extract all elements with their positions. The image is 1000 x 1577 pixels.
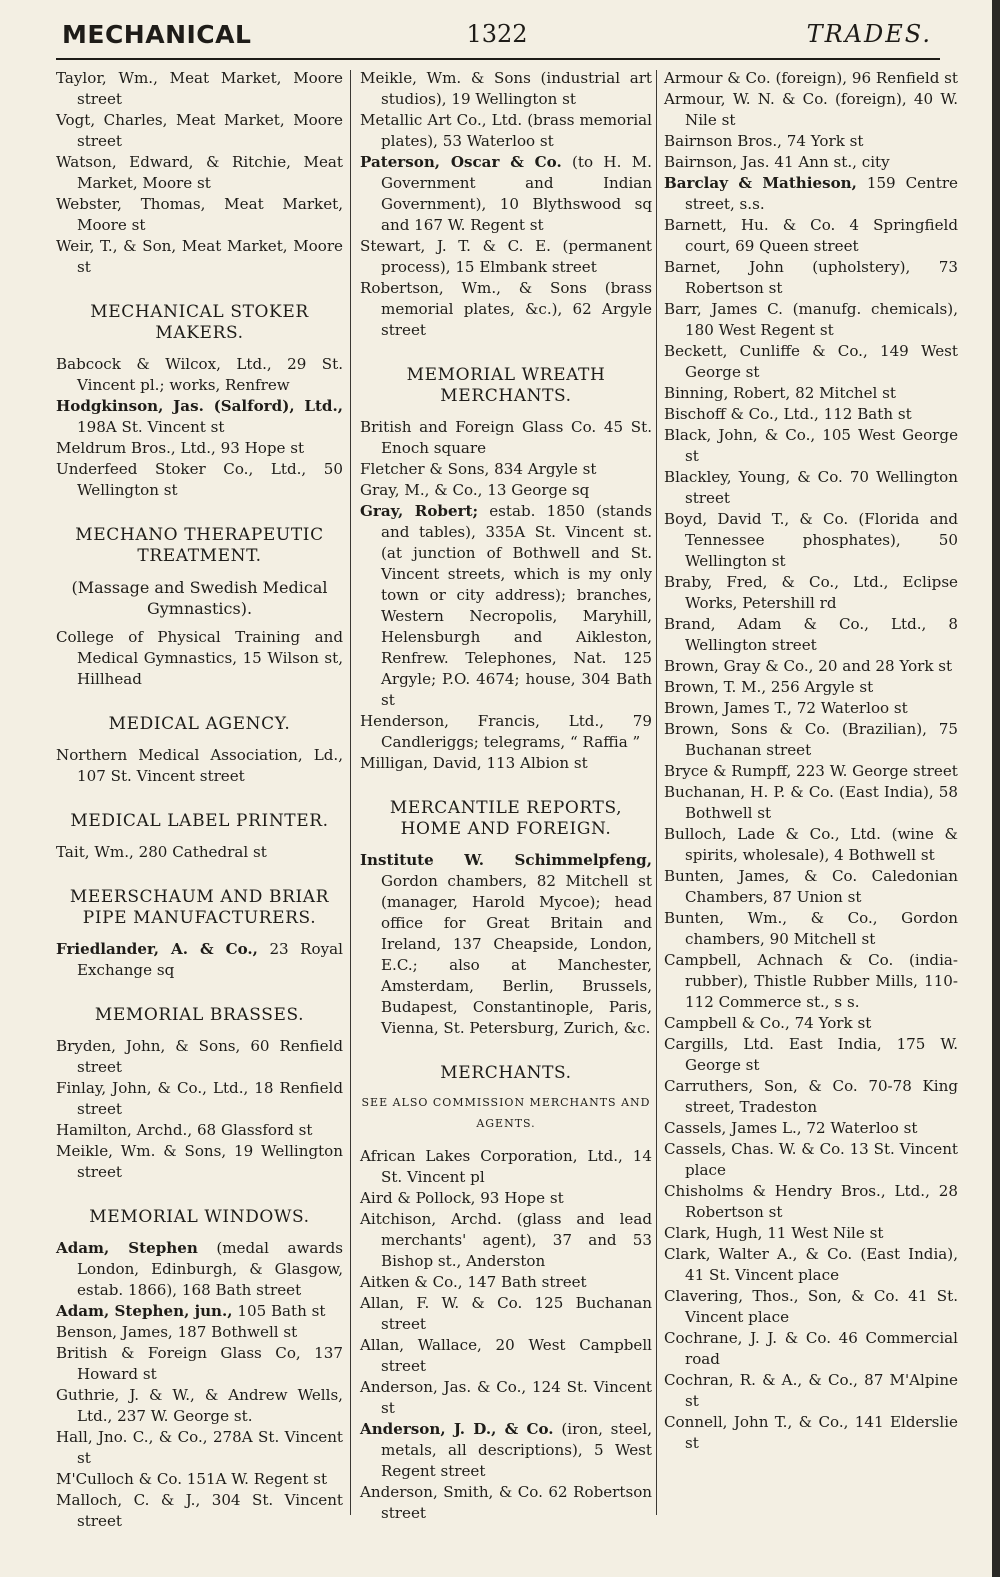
- entry-text: Meldrum Bros., Ltd., 93 Hope st: [56, 439, 305, 457]
- section-heading: MEMORIAL WREATH MERCHANTS.: [406, 365, 606, 406]
- directory-entry: [664, 1139, 958, 1181]
- entry-text: Cochrane, J. J. & Co. 46 Commercial road: [664, 1329, 958, 1368]
- directory-entry: [56, 939, 343, 981]
- directory-entry: [56, 1427, 343, 1469]
- entry-text: (iron, steel, metals, all descriptions), 5 West Regent street: [381, 1420, 652, 1480]
- entry-text: Gordon chambers, 82 Mitchell st (manager, Harold Mycoe); head office for Great Britain and Ireland, 137 Cheapside, London, E.C.; also at Manchester, Amsterdam, Berlin, Brussels, Budapest, Constantinople, Paris, Vienna, St. Petersburg, Zurich, &c.: [381, 872, 652, 1037]
- directory-entry: [56, 194, 343, 236]
- directory-entry: [56, 68, 343, 110]
- entry-text: Gray, M., & Co., 13 George sq: [360, 481, 590, 499]
- directory-entry: [664, 299, 958, 341]
- directory-entry: [360, 850, 652, 1039]
- entry-text: Aird & Pollock, 93 Hope st: [360, 1189, 564, 1207]
- directory-entry: [360, 459, 652, 480]
- directory-entry: [664, 719, 958, 761]
- directory-entry: [360, 1272, 652, 1293]
- directory-entry: [360, 1146, 652, 1188]
- directory-entry: [664, 341, 958, 383]
- directory-entry: [664, 824, 958, 866]
- entry-text: Robertson, Wm., & Sons (brass memorial plates, &c.), 62 Argyle street: [360, 279, 652, 339]
- directory-entry: [56, 1322, 343, 1343]
- directory-entry: [664, 1370, 958, 1412]
- entry-text: Benson, James, 187 Bothwell st: [56, 1323, 298, 1341]
- directory-entry: [56, 1385, 343, 1427]
- entry-text: Babcock & Wilcox, Ltd., 29 St. Vincent pl.; works, Renfrew: [56, 355, 343, 394]
- entry-text: Cochran, R. & A., & Co., 87 M'Alpine st: [664, 1371, 958, 1410]
- directory-entry: [664, 215, 958, 257]
- entry-text: M'Culloch & Co. 151A W. Regent st: [56, 1470, 328, 1488]
- directory-entry: [360, 1482, 652, 1524]
- section-heading: MEDICAL AGENCY.: [108, 714, 291, 734]
- directory-entry: [664, 656, 958, 677]
- entry-text: Brown, T. M., 256 Argyle st: [664, 678, 874, 696]
- entry-text: Hamilton, Archd., 68 Glassford st: [56, 1121, 313, 1139]
- column-3: [664, 68, 958, 1454]
- entry-text: Bischoff & Co., Ltd., 112 Bath st: [664, 405, 912, 423]
- column-divider: [350, 70, 351, 1515]
- entry-text: Brown, Gray & Co., 20 and 28 York st: [664, 657, 953, 675]
- directory-entry: [664, 572, 958, 614]
- entry-text: British and Foreign Glass Co. 45 St. Enoch square: [360, 418, 652, 457]
- directory-entry: [56, 354, 343, 396]
- running-head-right: TRADES.: [806, 20, 932, 48]
- entry-text: Campbell & Co., 74 York st: [664, 1014, 872, 1032]
- page-edge: [992, 0, 1000, 1577]
- directory-entry: [664, 68, 958, 89]
- directory-entry: [360, 501, 652, 711]
- directory-entry: [664, 131, 958, 152]
- column-1: [56, 68, 343, 1532]
- directory-entry: [56, 459, 343, 501]
- entry-name-bold: Friedlander, A. & Co.,: [56, 940, 258, 958]
- entry-text: Cargills, Ltd. East India, 175 W. George st: [664, 1035, 958, 1074]
- directory-entry: [360, 1335, 652, 1377]
- directory-entry: [360, 1419, 652, 1482]
- directory-entry: [56, 438, 343, 459]
- entry-text: Webster, Thomas, Meat Market, Moore st: [56, 195, 343, 234]
- entry-name-bold: Barclay & Mathieson,: [664, 174, 857, 192]
- entry-text: Connell, John T., & Co., 141 Elderslie st: [664, 1413, 958, 1452]
- directory-entry: [360, 1209, 652, 1272]
- directory-entry: [360, 68, 652, 110]
- directory-entry: [664, 509, 958, 572]
- entry-text: Buchanan, H. P. & Co. (East India), 58 Bothwell st: [664, 783, 958, 822]
- entry-text: Taylor, Wm., Meat Market, Moore street: [56, 69, 343, 108]
- directory-entry: [56, 1238, 343, 1301]
- entry-text: Allan, F. W. & Co. 125 Buchanan street: [360, 1294, 652, 1333]
- entry-text: Meikle, Wm. & Sons, 19 Wellington street: [56, 1142, 343, 1181]
- entry-text: Henderson, Francis, Ltd., 79 Candleriggs; telegrams, “ Raffia ”: [360, 712, 652, 751]
- directory-entry: [56, 152, 343, 194]
- entry-name-bold: Gray, Robert;: [360, 502, 479, 520]
- entry-text: Tait, Wm., 280 Cathedral st: [56, 843, 267, 861]
- directory-entry: [664, 173, 958, 215]
- directory-entry: [664, 1118, 958, 1139]
- entry-text: College of Physical Training and Medical Gymnastics, 15 Wilson st, Hillhead: [56, 628, 343, 688]
- directory-entry: [360, 110, 652, 152]
- entry-text: Barnet, John (upholstery), 73 Robertson st: [664, 258, 958, 297]
- entry-name-bold: Institute W. Schimmelpfeng,: [360, 851, 652, 869]
- entry-name-bold: Anderson, J. D., & Co.: [360, 1420, 554, 1438]
- section-heading: MERCHANTS.: [440, 1063, 572, 1083]
- entry-text: Milligan, David, 113 Albion st: [360, 754, 588, 772]
- directory-entry: [664, 866, 958, 908]
- directory-entry: [360, 417, 652, 459]
- entry-text: Anderson, Jas. & Co., 124 St. Vincent st: [360, 1378, 652, 1417]
- entry-text: Underfeed Stoker Co., Ltd., 50 Wellington st: [56, 460, 343, 499]
- entry-text: Bulloch, Lade & Co., Ltd. (wine & spirits, wholesale), 4 Bothwell st: [664, 825, 958, 864]
- running-head-left: MECHANICAL: [62, 20, 252, 49]
- entry-text: Bunten, Wm., & Co., Gordon chambers, 90 Mitchell st: [664, 909, 958, 948]
- directory-entry: [360, 236, 652, 278]
- directory-entry: [56, 1343, 343, 1385]
- directory-entry: [56, 1490, 343, 1532]
- directory-entry: [664, 677, 958, 698]
- entry-text: Stewart, J. T. & C. E. (permanent process), 15 Elmbank street: [360, 237, 652, 276]
- entry-text: Bairnson Bros., 74 York st: [664, 132, 864, 150]
- directory-entry: [664, 782, 958, 824]
- entry-text: Brown, Sons & Co. (Brazilian), 75 Buchanan street: [664, 720, 958, 759]
- entry-text: 23 Royal Exchange sq: [77, 940, 343, 979]
- entry-text: Cassels, James L., 72 Waterloo st: [664, 1119, 918, 1137]
- entry-text: Malloch, C. & J., 304 St. Vincent street: [56, 1491, 343, 1530]
- entry-text: Cassels, Chas. W. & Co. 13 St. Vincent place: [664, 1140, 958, 1179]
- directory-entry: [360, 753, 652, 774]
- directory-entry: [664, 1412, 958, 1454]
- entry-text: (medal awards London, Edinburgh, & Glasgow, estab. 1866), 168 Bath street: [77, 1239, 343, 1299]
- entry-text: Beckett, Cunliffe & Co., 149 West George st: [664, 342, 958, 381]
- directory-entry: [56, 1141, 343, 1183]
- entry-text: 105 Bath st: [237, 1302, 326, 1320]
- directory-entry: [664, 908, 958, 950]
- directory-entry: [664, 89, 958, 131]
- directory-entry: [360, 152, 652, 236]
- entry-text: Anderson, Smith, & Co. 62 Robertson street: [360, 1483, 652, 1522]
- entry-text: Black, John, & Co., 105 West George st: [664, 426, 958, 465]
- directory-entry: [56, 1036, 343, 1078]
- entry-text: Northern Medical Association, Ld., 107 St. Vincent street: [56, 746, 343, 785]
- entry-text: Armour, W. N. & Co. (foreign), 40 W. Nile st: [664, 90, 958, 129]
- directory-entry: [56, 236, 343, 278]
- page-header: [62, 18, 932, 54]
- entry-text: estab. 1850 (stands and tables), 335A St. Vincent st. (at junction of Bothwell and St. Vincent streets, which is my only town or city address); branches, Western Necropolis, Maryhill, Helensburgh and Aikleston, Renfrew. Telephones, Nat. 125 Argyle; P.O. 4674; house, 304 Bath st: [381, 502, 652, 709]
- entry-name-bold: Adam, Stephen: [56, 1239, 198, 1257]
- entry-text: Blackley, Young, & Co. 70 Wellington street: [664, 468, 958, 507]
- directory-entry: [360, 1377, 652, 1419]
- directory-entry: [664, 698, 958, 719]
- section-heading: MEDICAL LABEL PRINTER.: [70, 811, 329, 831]
- column-divider: [656, 70, 657, 1515]
- directory-entry: [664, 152, 958, 173]
- entry-text: Metallic Art Co., Ltd. (brass memorial plates), 53 Waterloo st: [360, 111, 652, 150]
- directory-entry: [664, 1244, 958, 1286]
- entry-text: Clark, Walter A., & Co. (East India), 41 St. Vincent place: [664, 1245, 958, 1284]
- entry-text: Hall, Jno. C., & Co., 278A St. Vincent st: [56, 1428, 343, 1467]
- section-heading: MEMORIAL BRASSES.: [94, 1005, 305, 1025]
- directory-entry: [56, 1120, 343, 1141]
- directory-entry: [360, 480, 652, 501]
- entry-name-bold: Hodgkinson, Jas. (Salford), Ltd.,: [56, 397, 343, 415]
- entry-text: Aitchison, Archd. (glass and lead merchants' agent), 37 and 53 Bishop st., Anderston: [360, 1210, 652, 1270]
- entry-text: Meikle, Wm. & Sons (industrial art studios), 19 Wellington st: [360, 69, 652, 108]
- directory-entry: [360, 1293, 652, 1335]
- directory-entry: [664, 1286, 958, 1328]
- entry-text: Brown, James T., 72 Waterloo st: [664, 699, 908, 717]
- entry-text: British & Foreign Glass Co, 137 Howard st: [56, 1344, 343, 1383]
- entry-text: Barnett, Hu. & Co. 4 Springfield court, 69 Queen street: [664, 216, 958, 255]
- directory-entry: [664, 467, 958, 509]
- entry-text: Clark, Hugh, 11 West Nile st: [664, 1224, 884, 1242]
- entry-text: Guthrie, J. & W., & Andrew Wells, Ltd., 237 W. George st.: [56, 1386, 343, 1425]
- column-2: [360, 68, 652, 1524]
- entry-text: African Lakes Corporation, Ltd., 14 St. Vincent pl: [360, 1147, 652, 1186]
- entry-text: Bairnson, Jas. 41 Ann st., city: [664, 153, 890, 171]
- cross-reference-note: SEE ALSO COMMISSION MERCHANTS AND AGENTS.: [361, 1096, 651, 1130]
- entry-text: 198A St. Vincent st: [77, 418, 225, 436]
- entry-text: Bryden, John, & Sons, 60 Renfield street: [56, 1037, 343, 1076]
- entry-text: Armour & Co. (foreign), 96 Renfield st: [664, 69, 958, 87]
- entry-text: Fletcher & Sons, 834 Argyle st: [360, 460, 597, 478]
- entry-text: Watson, Edward, & Ritchie, Meat Market, Moore st: [56, 153, 343, 192]
- directory-entry: [56, 1469, 343, 1490]
- entry-text: Bunten, James, & Co. Caledonian Chambers, 87 Union st: [664, 867, 958, 906]
- directory-entry: [664, 614, 958, 656]
- entry-text: Weir, T., & Son, Meat Market, Moore st: [56, 237, 343, 276]
- directory-entry: [664, 950, 958, 1013]
- entry-text: (to H. M. Government and Indian Government), 10 Blythswood sq and 167 W. Regent st: [381, 153, 652, 234]
- directory-entry: [664, 1076, 958, 1118]
- directory-entry: [664, 425, 958, 467]
- section-heading: MECHANO THERAPEUTIC TREATMENT.: [75, 525, 324, 566]
- directory-entry: [664, 257, 958, 299]
- entry-text: Allan, Wallace, 20 West Campbell street: [360, 1336, 652, 1375]
- section-heading: MECHANICAL STOKER MAKERS.: [90, 302, 309, 343]
- directory-entry: [664, 1013, 958, 1034]
- directory-entry: [360, 711, 652, 753]
- section-subheading: (Massage and Swedish Medical Gymnastics).: [71, 578, 328, 618]
- entry-text: Chisholms & Hendry Bros., Ltd., 28 Robertson st: [664, 1182, 958, 1221]
- entry-text: Campbell, Achnach & Co. (india-rubber), Thistle Rubber Mills, 110-112 Commerce st., s s.: [664, 951, 958, 1011]
- entry-text: Binning, Robert, 82 Mitchel st: [664, 384, 896, 402]
- directory-entry: [360, 278, 652, 341]
- directory-entry: [56, 1301, 343, 1322]
- entry-text: Barr, James C. (manufg. chemicals), 180 West Regent st: [664, 300, 958, 339]
- entry-name-bold: Paterson, Oscar & Co.: [360, 153, 562, 171]
- entry-text: Vogt, Charles, Meat Market, Moore street: [56, 111, 343, 150]
- entry-text: Finlay, John, & Co., Ltd., 18 Renfield street: [56, 1079, 343, 1118]
- entry-text: Braby, Fred, & Co., Ltd., Eclipse Works, Petershill rd: [664, 573, 958, 612]
- directory-entry: [360, 1188, 652, 1209]
- section-heading: MERCANTILE REPORTS, HOME AND FOREIGN.: [389, 798, 623, 839]
- entry-text: Brand, Adam & Co., Ltd., 8 Wellington street: [664, 615, 958, 654]
- directory-entry: [664, 1034, 958, 1076]
- entry-text: Clavering, Thos., Son, & Co. 41 St. Vincent place: [664, 1287, 958, 1326]
- directory-entry: [56, 396, 343, 438]
- directory-entry: [56, 745, 343, 787]
- entry-text: Bryce & Rumpff, 223 W. George street: [664, 762, 958, 780]
- entry-text: 159 Centre street, s.s.: [685, 174, 958, 213]
- entry-text: Aitken & Co., 147 Bath street: [360, 1273, 587, 1291]
- directory-entry: [664, 761, 958, 782]
- section-heading: MEMORIAL WINDOWS.: [89, 1207, 310, 1227]
- section-heading: MEERSCHAUM AND BRIAR PIPE MANUFACTURERS.: [69, 887, 330, 928]
- directory-entry: [56, 627, 343, 690]
- entry-name-bold: Adam, Stephen, jun.,: [56, 1302, 233, 1320]
- entry-text: Carruthers, Son, & Co. 70-78 King street, Tradeston: [664, 1077, 958, 1116]
- directory-entry: [56, 842, 343, 863]
- directory-entry: [664, 1223, 958, 1244]
- entry-text: Boyd, David T., & Co. (Florida and Tennessee phosphates), 50 Wellington st: [664, 510, 958, 570]
- directory-entry: [664, 404, 958, 425]
- directory-entry: [664, 1328, 958, 1370]
- directory-entry: [664, 1181, 958, 1223]
- directory-entry: [664, 383, 958, 404]
- directory-entry: [56, 110, 343, 152]
- directory-entry: [56, 1078, 343, 1120]
- header-rule: [56, 58, 940, 60]
- page-number: 1322: [466, 20, 528, 48]
